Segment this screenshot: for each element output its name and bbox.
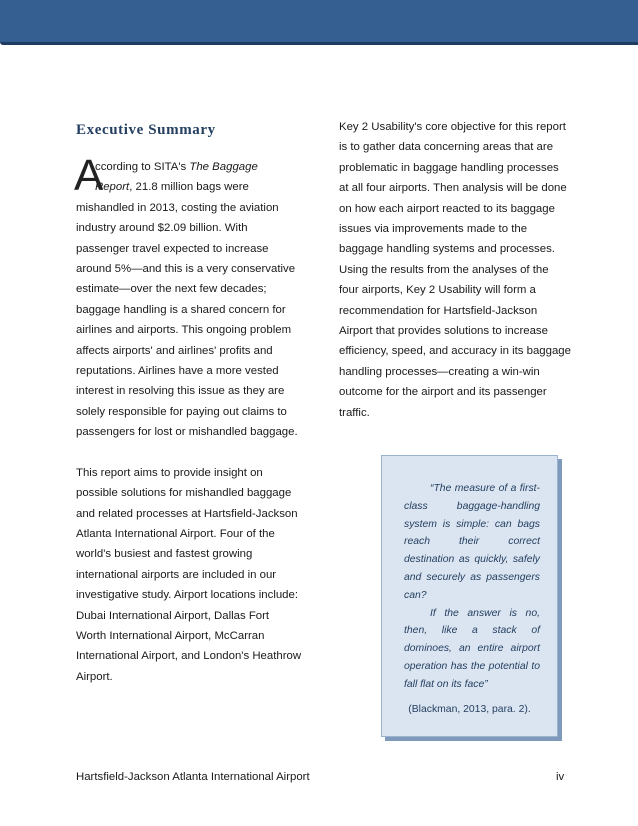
page-number: iv [556, 771, 565, 783]
section-title: Executive Summary [76, 122, 216, 138]
intro-line2: , 21.8 million bags were [129, 181, 249, 194]
intro-paragraph [74, 151, 302, 443]
objective-paragraph: Key 2 Usability's core objective for this report is to gather data concerning areas that are problematic in baggage handling processes at all four airports. Then analysis will be done on how each airport reacted to its baggage issues via improvements made to the baggage handling systems and processes. Using the results from the analyses of the four airports, Key 2 Usability will form a recommendation for Hartsfield-Jackson Airport that provides solutions to increase efficiency, speed, and accuracy in its baggage handling processes—creating a win-win outcome for the airport and its passenger traffic. [339, 121, 571, 419]
scope-paragraph: This report aims to provide insight on possible solutions for mishandled baggage and related processes at Hartsfield-Jackson Atlanta International Airport. Four of the world's busiest and fastest growing international airports are included in our investigative study. Airport locations include: Dubai International Airport, Dallas Fort Worth International Airport, McCarran International Airport, and London's Heathrow Airport. [76, 466, 302, 683]
pull-quote-box [381, 455, 558, 737]
pull-quote-part2: If the answer is no, then, like a stack of dominoes, an entire airport operation has the potential to fall flat on its face” [404, 607, 540, 690]
right-column [339, 117, 571, 423]
intro-italic-report: Report [95, 181, 130, 194]
header-bar [0, 0, 638, 45]
pull-quote-citation: (Blackman, 2013, para. 2). [408, 704, 531, 715]
left-column [74, 151, 302, 687]
intro-italic-title: The Baggage [189, 161, 258, 173]
pull-quote-part1: “The measure of a first-class baggage-handling system is simple: can bags reach their correct destination as quickly, safely and securely as passengers can? [404, 483, 540, 601]
intro-rest: mishandled in 2013, costing the aviation industry around $2.09 billion. With passenger travel expected to increase around 5%—and this is a very conservative estimate—over the next few decades; baggage handling is a shared concern for airlines and airports. This ongoing problem affects airports' and airlines' profits and reputations. Airlines have a more vested interest in resolving this issue as they are solely responsible for paying out claims to passengers for lost or mishandled baggage. [76, 201, 298, 439]
drop-cap: A [74, 151, 104, 200]
intro-line1: ccording to SITA's [95, 161, 190, 173]
footer-title: Hartsfield-Jackson Atlanta International Airport [76, 771, 310, 783]
pull-quote-text [404, 480, 540, 694]
